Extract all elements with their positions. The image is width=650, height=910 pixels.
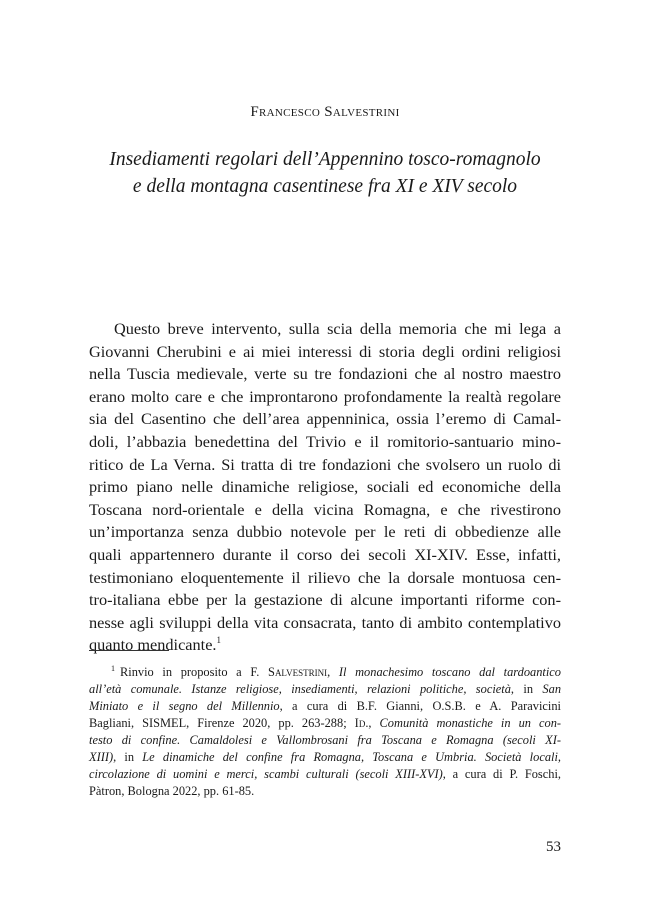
body-line-8: primo piano nelle dinamiche religiose, sociali ed economiche della — [89, 477, 561, 497]
fn-l4-sc-rest: d — [358, 716, 366, 730]
footnote-line-8: Pàtron, Bologna 2022, pp. 61-85. — [89, 784, 255, 798]
body-line-15-text: quanto mendicante. — [89, 635, 217, 655]
footnote — [89, 664, 561, 800]
body-line-9: Toscana nord-orientale e della vicina Romagna, e che rivestirono — [89, 499, 561, 519]
footnote-line-5 — [89, 732, 561, 749]
body-line-2: Giovanni Cherubini e ai miei interessi di storia degli ordini religiosi — [89, 341, 561, 361]
page-number: 53 — [546, 839, 561, 855]
body-line-14: nesse agli sviluppi della vita consacrata, tanto di ambito contemplativo — [89, 612, 561, 632]
fn-l6-a: XIII) — [89, 750, 114, 764]
footnote-line-1 — [89, 664, 561, 681]
body-line-10: un’importanza senza dubbio notevole per le reti di obbedienze alle — [89, 522, 561, 542]
footnote-line-4 — [89, 715, 561, 732]
body-line-7: ritico de La Verna. Si tratta di tre fondazioni che svolsero un ruolo di — [89, 454, 561, 474]
fn-l3-a: Miniato e il segno del Millennio — [89, 699, 280, 713]
fn-l1-a: Rinvio in proposito a F. — [120, 665, 269, 679]
fn-l4-a: Bagliani, SISMEL, Firenze 2020, pp. 263-288; — [89, 716, 355, 730]
footnote-line-6 — [89, 749, 561, 766]
author-name — [0, 104, 650, 121]
body-line-11: quali appartennero durante il corso dei secoli XI-XIV. Esse, infatti, — [89, 544, 561, 564]
fn-l6-b: , in — [113, 750, 143, 764]
fn-l4-b: ., — [365, 716, 380, 730]
fn-l2-c: San — [542, 682, 562, 696]
footnote-reference: 1 — [216, 635, 221, 646]
fn-l7-b: , a cura di P. Foschi, — [442, 767, 561, 781]
body-line-13: tro-italiana ebbe per la gestazione di alcune importanti riforme con- — [89, 590, 561, 610]
footnote-mark: 1 — [111, 664, 115, 673]
author-first-initial: F — [250, 104, 260, 120]
fn-l7-a: circolazione di uomini e merci, scambi culturali (secoli XIII-XVI) — [89, 767, 443, 781]
title-line-1: Insediamenti regolari dell’Appennino tosco-romagnolo — [109, 149, 541, 170]
body-line-5: sia del Casentino che dell’area appenninica, ossia l’eremo di Camal- — [89, 409, 561, 429]
fn-l4-sc-initial: I — [354, 716, 359, 730]
fn-l2-a: all’età comunale. Istanze religiose, insediamenti, relazioni politiche, società — [89, 682, 511, 696]
fn-l1-b: , — [327, 665, 339, 679]
footnote-line-3 — [89, 698, 561, 715]
fn-l3-b: , a cura di B.F. Gianni, O.S.B. e A. Paravicini — [279, 699, 561, 713]
title-line-2: e della montagna casentinese fra XI e XIV secolo — [132, 176, 518, 197]
chapter-title — [70, 146, 580, 200]
author-last-initial: S — [324, 104, 333, 120]
body-line-3: nella Tuscia medievale, verte su tre fondazioni che al nostro maestro — [89, 364, 561, 384]
footnote-separator — [89, 650, 169, 651]
footnote-line-7 — [89, 766, 561, 783]
fn-l2-b: , in — [510, 682, 543, 696]
body-line-6: doli, l’abbazia benedettina del Trivio e il romitorio-santuario mino- — [89, 431, 561, 451]
body-line-15 — [89, 634, 561, 657]
body-paragraph — [89, 318, 561, 657]
fn-l6-c: Le dinamiche del confine fra Romagna, Toscana e Umbria. Società locali, — [142, 750, 561, 764]
body-line-12: testimoniano eloquentemente il rilievo che la dorsale montuosa cen- — [89, 567, 561, 587]
author-first-rest: rancesco — [259, 104, 321, 120]
fn-l4-c: Comunità monastiche in un con- — [379, 716, 562, 730]
fn-l1-c: Il monachesimo toscano dal tardoantico — [338, 665, 561, 679]
fn-l1-sc-initial: S — [268, 665, 275, 679]
fn-l5-a: testo di confine. Camaldolesi e Vallombrosani fra Toscana e Romagna (secoli XI- — [89, 733, 561, 747]
body-line-1: Questo breve intervento, sulla scia della memoria che mi lega a — [114, 319, 561, 338]
author-last-rest: alvestrini — [332, 104, 400, 120]
body-line-4: erano molto care e che improntarono profondamente la realtà regolare — [89, 386, 561, 406]
footnote-line-2 — [89, 681, 561, 698]
fn-l1-sc-rest: alvestrini — [274, 665, 328, 679]
